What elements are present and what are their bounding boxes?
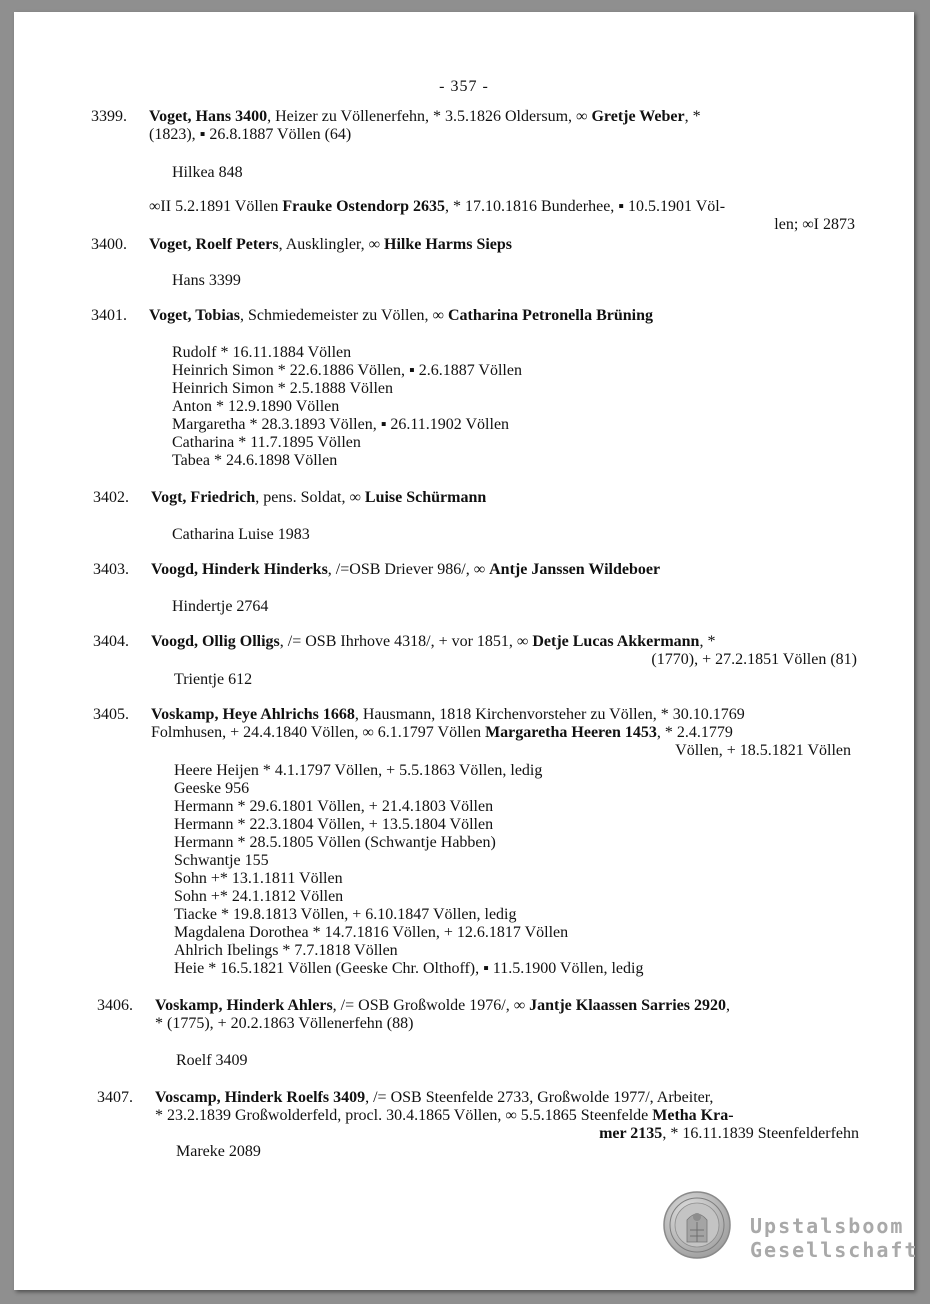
entry-continuation: (1770), + 27.2.1851 Völlen (81) [651,651,857,668]
entry-text: (1823), ▪ 26.8.1887 Völlen (64) [149,126,352,143]
child-item: Catharina * 11.7.1895 Völlen [172,434,361,451]
entry-text: Voskamp, Heye Ahlrichs 1668, Hausmann, 1818 Kirchenvorsteher zu Völlen, * 30.10.1769 [151,706,745,723]
entry-number: 3400. [91,236,127,253]
entry-3406 [97,997,855,1033]
child-item: Hermann * 29.6.1801 Völlen, + 21.4.1803 Völlen [174,798,494,815]
second-marriage [149,198,855,234]
child-item: Hans 3399 [172,272,241,289]
child-item: Heie * 16.5.1821 Völlen (Geeske Chr. Olthoff), ▪ 11.5.1900 Völlen, ledig [174,960,644,977]
watermark-line: Gesellschaft [750,1238,919,1262]
entry-number: 3402. [93,489,129,506]
child-item: Heinrich Simon * 22.6.1886 Völlen, ▪ 2.6.1887 Völlen [172,362,522,379]
child-item: Mareke 2089 [176,1143,261,1160]
entry-number: 3407. [97,1089,133,1106]
child-item: Hermann * 22.3.1804 Völlen, + 13.5.1804 Völlen [174,816,494,833]
entry-3401 [91,307,849,325]
entry-number: 3405. [93,706,129,723]
entry-3399 [91,108,849,144]
child-item: Sohn +* 13.1.1811 Völlen [174,870,343,887]
entry-number: 3404. [93,633,129,650]
entry-number: 3403. [93,561,129,578]
child-item: Anton * 12.9.1890 Völlen [172,398,340,415]
child-item: Tabea * 24.6.1898 Völlen [172,452,338,469]
entry-number: 3401. [91,307,127,324]
child-item: Schwantje 155 [174,852,269,869]
entry-text: * 23.2.1839 Großwolderfeld, procl. 30.4.1865 Völlen, ∞ 5.5.1865 Steenfelde Metha Kra- [155,1107,734,1124]
child-item: Tiacke * 19.8.1813 Völlen, + 6.10.1847 Völlen, ledig [174,906,517,923]
child-item: Magdalena Dorothea * 14.7.1816 Völlen, + 12.6.1817 Völlen [174,924,569,941]
child-item: Sohn +* 24.1.1812 Völlen [174,888,344,905]
child-item: Heere Heijen * 4.1.1797 Völlen, + 5.5.1863 Völlen, ledig [174,762,543,779]
entry-3407 [97,1089,859,1143]
child-item: Roelf 3409 [176,1052,248,1069]
entry-text: Voskamp, Hinderk Ahlers, /= OSB Großwolde 1976/, ∞ Jantje Klaassen Sarries 2920, [155,997,730,1014]
page-number: - 357 - [439,78,489,95]
entry-number: 3399. [91,108,127,125]
entry-text: * (1775), + 20.2.1863 Völlenerfehn (88) [155,1015,414,1032]
child-item: Catharina Luise 1983 [172,526,310,543]
entry-3400 [91,236,849,254]
marriage-continuation: len; ∞I 2873 [774,216,855,233]
entry-text: Vogt, Friedrich, pens. Soldat, ∞ Luise Schürmann [151,489,487,506]
child-item: Hermann * 28.5.1805 Völlen (Schwantje Habben) [174,834,496,851]
entry-text: Voget, Roelf Peters, Ausklingler, ∞ Hilke Harms Sieps [149,236,513,253]
child-item: Heinrich Simon * 2.5.1888 Völlen [172,380,394,397]
child-item: Hilkea 848 [172,164,243,181]
entry-text: Voget, Tobias, Schmiedemeister zu Völlen, ∞ Catharina Petronella Brüning [149,307,653,324]
watermark-line: Upstalsboom [750,1214,905,1238]
child-item: Trientje 612 [174,671,253,688]
entry-text: Voscamp, Hinderk Roelfs 3409, /= OSB Steenfelde 2733, Großwolde 1977/, Arbeiter, [155,1089,714,1106]
entry-3405 [93,706,851,760]
entry-3404 [93,633,857,669]
entry-continuation: mer 2135, * 16.11.1839 Steenfelderfehn [599,1125,859,1142]
watermark-text [750,1214,919,1262]
entry-text: Voogd, Hinderk Hinderks, /=OSB Driever 986/, ∞ Antje Janssen Wildeboer [151,561,661,578]
entry-continuation: Völlen, + 18.5.1821 Völlen [675,742,851,759]
child-item: Hindertje 2764 [172,598,269,615]
child-item: Rudolf * 16.11.1884 Völlen [172,344,352,361]
entry-text: Folmhusen, + 24.4.1840 Völlen, ∞ 6.1.1797 Völlen Margaretha Heeren 1453, * 2.4.1779 [151,724,733,741]
child-item: Margaretha * 28.3.1893 Völlen, ▪ 26.11.1902 Völlen [172,416,510,433]
seal-icon [662,1190,732,1260]
entry-number: 3406. [97,997,133,1014]
document-page [14,12,919,1290]
entry-3403 [93,561,851,579]
entry-3402 [93,489,851,507]
entry-text: Voogd, Ollig Olligs, /= OSB Ihrhove 4318/, + vor 1851, ∞ Detje Lucas Akkermann, * [151,633,716,650]
entry-text: Voget, Hans 3400, Heizer zu Völlenerfehn, * 3.5.1826 Oldersum, ∞ Gretje Weber, * [149,108,701,125]
child-item: Ahlrich Ibelings * 7.7.1818 Völlen [174,942,398,959]
marriage-text: ∞II 5.2.1891 Völlen Frauke Ostendorp 2635, * 17.10.1816 Bunderhee, ▪ 10.5.1901 Völ- [149,198,726,215]
child-item: Geeske 956 [174,780,250,797]
